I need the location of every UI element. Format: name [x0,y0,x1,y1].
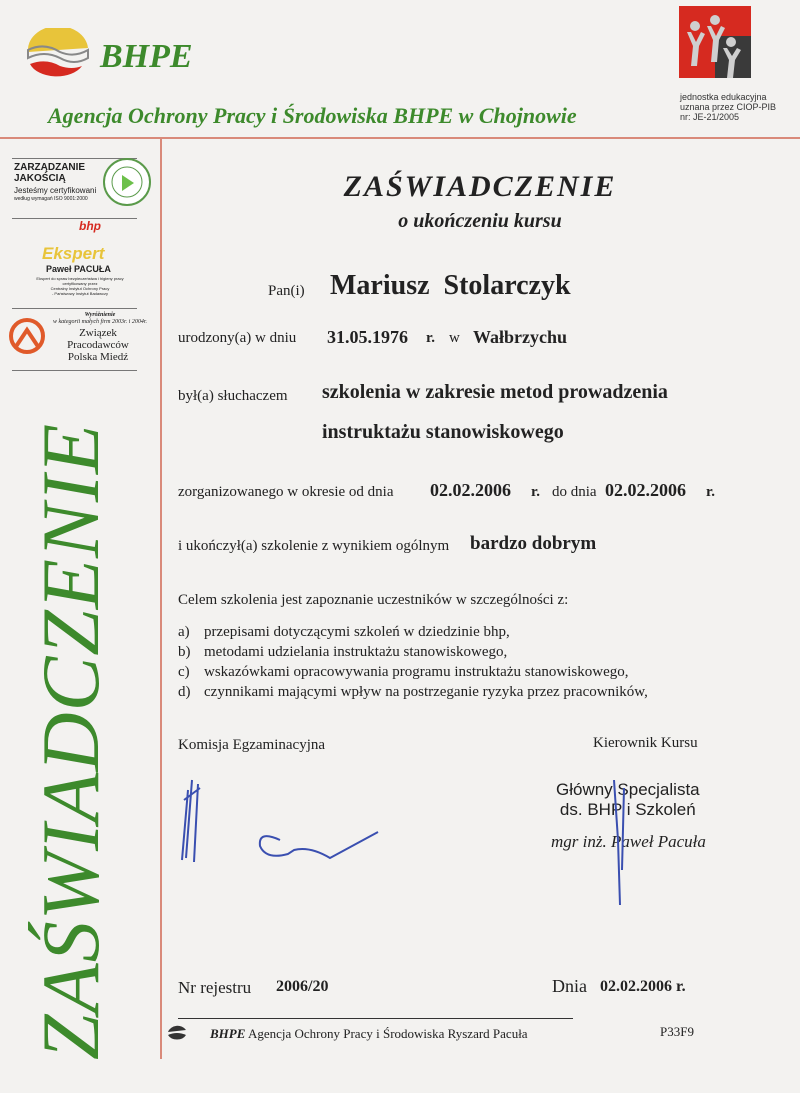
footer-company: Agencja Ochrony Pracy i Środowiska Ryszard Pacuła [247,1026,528,1041]
award-title: Wyróżnienie [84,312,116,318]
commission-signature-icon [170,770,390,880]
goal-letter: c) [178,664,190,680]
registry-label: Nr rejestru [178,978,252,997]
ciop-line: uznana przez CIOP-PIB [680,102,777,112]
commission-label: Komisja Egzaminacyjna [178,737,326,753]
goal-letter: b) [178,644,191,660]
course-name-line1: szkolenia w zakresie metod prowadzenia [322,381,668,403]
birth-place: Wałbrzychu [473,327,568,347]
certificate-title: ZAŚWIADCZENIE [343,170,617,203]
goal-item [178,662,648,682]
listener-label: był(a) słuchaczem [178,388,288,404]
goal-item [178,682,648,702]
goal-text: czynnikami mającymi wpływ na postrzeganie ryzyka przez pracowników, [204,684,648,700]
certificate-subtitle: o ukończeniu kursu [398,210,562,232]
registry-number: 2006/20 [276,978,329,995]
vertical-title: ZAŚWIADCZENIE [25,422,116,1060]
goal-text: metodami udzielania instruktażu stanowiskowego, [204,644,508,660]
organized-label: zorganizowanego w okresie od dnia [178,484,394,500]
ciop-accreditation [680,92,776,122]
name-label: Pan(i) [268,283,305,299]
sidebar-divider [160,137,162,1059]
director-signature-icon [600,780,640,910]
desc-line: Centralny Instytut Ochrony Pracy [50,286,110,291]
goal-item [178,642,648,662]
desc-line: Ekspert do spraw bezpieczeństwa i higieny pracy [36,276,124,281]
bhpe-logo-icon [24,28,96,84]
polska-miedz-logo-icon [9,318,45,354]
expert-name: Paweł PACUŁA [46,264,111,274]
birth-date: 31.05.1976 [327,327,408,347]
goal-text: przepisami dotyczącymi szkoleń w dziedzinie bhp, [204,624,510,640]
award [48,312,152,326]
expert-logo: Ekspert [42,244,105,263]
director-label: Kierownik Kursu [593,735,698,751]
footer-text [210,1026,528,1042]
goal-intro: Celem szkolenia jest zapoznanie uczestników w szczególności z: [178,592,569,608]
quality-subtitle: Jesteśmy certyfikowani [14,186,97,195]
stamp-department: ds. BHP i Szkoleń [559,800,696,819]
org-line: Pracodawców [67,339,129,351]
footer-brand: BHPE [210,1026,246,1041]
quality-iso: według wymagań ISO 9001:2000 [14,196,88,202]
expert-description [30,276,130,296]
goal-item [178,622,648,642]
stamp-title: Główny Specjalista [556,780,700,799]
org-line: Polska Miedź [67,351,129,363]
issue-date: 02.02.2006 r. [600,978,686,995]
born-label: urodzony(a) w dniu [178,330,297,346]
ciop-logo-icon [679,6,751,78]
r-suffix: r. [426,330,436,346]
director-name: mgr inż. Paweł Pacuła [551,832,706,851]
ciop-line: nr: JE-21/2005 [680,112,740,122]
date-label: Dnia [552,976,587,996]
goal-letter: a) [178,624,190,640]
award-organization [58,327,138,363]
footer-divider [178,1018,573,1019]
to-label: do dnia [552,484,597,500]
result-label: i ukończył(a) szkolenie z wynikiem ogólnym [178,538,450,554]
quality-title-line: JAKOŚCIĄ [14,173,66,184]
expert-bhp-logo: bhp [79,219,101,233]
desc-line: - Państwowy Instytut Badawczy [51,291,109,296]
divider [12,308,137,309]
header-divider [0,137,800,139]
date-from: 02.02.2006 [430,480,511,500]
course-name-line2: instruktażu stanowiskowego [322,421,564,443]
award-subtitle: w kategorii małych firm 2003r. i 2004r. [53,319,147,325]
divider [12,370,137,371]
recipient-name: Mariusz Stolarczyk [330,270,571,301]
goals-list [178,622,648,702]
desc-line: certyfikowany przez [62,281,98,286]
r-suffix: r. [706,484,716,500]
born-in: w [449,330,460,346]
ciop-line: jednostka edukacyjna [680,92,767,102]
result: bardzo dobrym [470,533,597,554]
org-line: Związek [79,327,117,339]
goal-letter: d) [178,684,191,700]
r-suffix: r. [531,484,541,500]
brand-name: BHPE [100,38,193,75]
agency-name: Agencja Ochrony Pracy i Środowiska BHPE w Chojnowie [48,103,577,128]
footer-logo-icon [166,1022,188,1044]
date-to: 02.02.2006 [605,480,686,500]
form-code: P33F9 [660,1024,694,1039]
goal-text: wskazówkami opracowywania programu instruktażu stanowiskowego, [204,664,629,680]
quality-title-line: ZARZĄDZANIE [14,162,86,173]
